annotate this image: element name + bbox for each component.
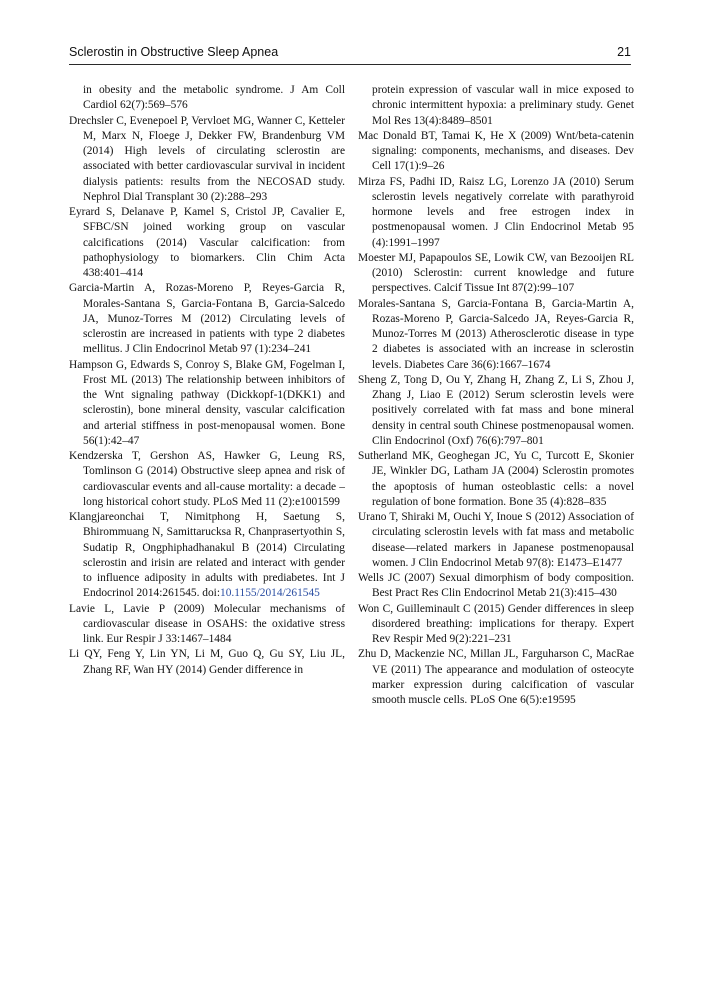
reference-entry: Kendzerska T, Gershon AS, Hawker G, Leung RS, Tomlinson G (2014) Obstructive sleep apnea and risk of cardiovascular events and all-cause mortality: a decade –long historical cohort study. PLoS Med 11 (2):e1001599: [69, 450, 345, 508]
reference-entry: Sutherland MK, Geoghegan JC, Yu C, Turcott E, Skonier JE, Winkler DG, Latham JA (2004) Sclerostin promotes the apoptosis of human osteoblastic cells: a novel regulation of bone formation. Bone 35 (4):828–835: [358, 450, 634, 508]
reference-text: Klangjareonchai T, Nimitphong H, Saetung S, Bhirommuang N, Samittarucksa R, Chanprasertyothin S, Sudatip R, Ongphiphadhanakul B (2014) Circulating sclerostin and irisin are related and interact with gender to influence adiposity in adults with prediabetes. Int J Endocrinol 2014:261545. doi:: [69, 511, 345, 600]
reference-entry: Hampson G, Edwards S, Conroy S, Blake GM, Fogelman I, Frost ML (2013) The relationship between inhibitors of the Wnt signaling pathway (Dickkopf-1(DKK1) and sclerostin), bone mineral density, vascular calcification and arterial stiffness in post-menopausal women. Bone 56(1):42–47: [69, 358, 345, 447]
reference-entry: Drechsler C, Evenepoel P, Vervloet MG, Wanner C, Ketteler M, Marx N, Floege J, Dekker FW, Brandenburg VM (2014) High levels of circulating sclerostin are associated with better cardiovascular survival in incident dialysis patients: results from the NECOSAD study. Nephrol Dial Transplant 30 (2):288–293: [69, 114, 345, 203]
page-number: 21: [617, 45, 631, 59]
reference-entry: Urano T, Shiraki M, Ouchi Y, Inoue S (2012) Association of circulating sclerostin levels with fat mass and metabolic disease—related markers in Japanese postmenopausal women. J Clin Endocrinol Metab 97(8): E1473–E1477: [358, 511, 634, 569]
reference-entry: [69, 510, 345, 602]
reference-entry: Mac Donald BT, Tamai K, He X (2009) Wnt/beta-catenin signaling: components, mechanisms, and diseases. Dev Cell 17(1):9–26: [358, 129, 634, 173]
references-left-column: [69, 83, 345, 678]
reference-entry: Li QY, Feng Y, Lin YN, Li M, Guo Q, Gu SY, Liu JL, Zhang RF, Wan HY (2014) Gender difference in: [69, 648, 345, 676]
reference-entry: Sheng Z, Tong D, Ou Y, Zhang H, Zhang Z, Li S, Zhou J, Zhang J, Liao E (2012) Serum sclerostin levels were positively correlated with fat mass and bone mineral density in central south Chinese postmenopausal women. Clin Endocrinol (Oxf) 76(6):797–801: [358, 373, 634, 447]
references-right-column: [358, 83, 634, 708]
doi-link[interactable]: 10.1155/2014/261545: [220, 587, 320, 600]
reference-entry: Zhu D, Mackenzie NC, Millan JL, Farguharson C, MacRae VE (2011) The appearance and modulation of osteocyte marker expression during calcification of vascular smooth muscle cells. PLoS One 6(5):e19595: [358, 648, 634, 706]
running-title: Sclerostin in Obstructive Sleep Apnea: [69, 45, 279, 59]
reference-entry: Eyrard S, Delanave P, Kamel S, Cristol JP, Cavalier E, SFBC/SN joined working group on vascular calcifications (2014) Vascular calcification: from pathophysiology to biomarkers. Clin Chim Acta 438:401–414: [69, 206, 345, 279]
reference-entry: Moester MJ, Papapoulos SE, Lowik CW, van Bezooijen RL (2010) Sclerostin: current knowledge and future perspectives. Calcif Tissue Int 87(2):99–107: [358, 251, 634, 295]
reference-entry: Garcia-Martin A, Rozas-Moreno P, Reyes-Garcia R, Morales-Santana S, Garcia-Fontana B, Garcia-Salcedo JA, Munoz-Torres M (2012) Circulating levels of sclerostin are increased in patients with type 2 diabetes mellitus. J Clin Endocrinol Metab 97 (1):234–241: [69, 282, 345, 356]
reference-entry-continued: protein expression of vascular wall in mice exposed to chronic intermittent hypoxia: a preliminary study. Genet Mol Res 13(4):8489–8501: [372, 84, 634, 127]
reference-entry: Lavie L, Lavie P (2009) Molecular mechanisms of cardiovascular disease in OSAHS: the oxidative stress link. Eur Respir J 33:1467–1484: [69, 602, 345, 645]
reference-entry: Mirza FS, Padhi ID, Raisz LG, Lorenzo JA (2010) Serum sclerostin levels negatively correlate with parathyroid hormone levels and free estrogen index in postmenopausal women. J Clin Endocrinol Metab 95 (4):1991–1997: [358, 175, 634, 249]
running-header: [69, 42, 631, 65]
reference-entry: Won C, Guilleminault C (2015) Gender differences in sleep disordered breathing: implications for therapy. Expert Rev Respir Med 9(2):221–231: [358, 602, 634, 645]
reference-entry: Morales-Santana S, Garcia-Fontana B, Garcia-Martin A, Rozas-Moreno P, Garcia-Salcedo JA, Reyes-Garcia R, Munoz-Torres M (2013) Atherosclerotic disease in type 2 diabetes is associated with an increase in sclerostin levels. Diabetes Care 36(6):1667–1674: [358, 297, 634, 371]
reference-entry-continued: in obesity and the metabolic syndrome. J Am Coll Cardiol 62(7):569–576: [83, 84, 345, 112]
reference-entry: Wells JC (2007) Sexual dimorphism of body composition. Best Pract Res Clin Endocrinol Metab 21(3):415–430: [358, 572, 634, 600]
